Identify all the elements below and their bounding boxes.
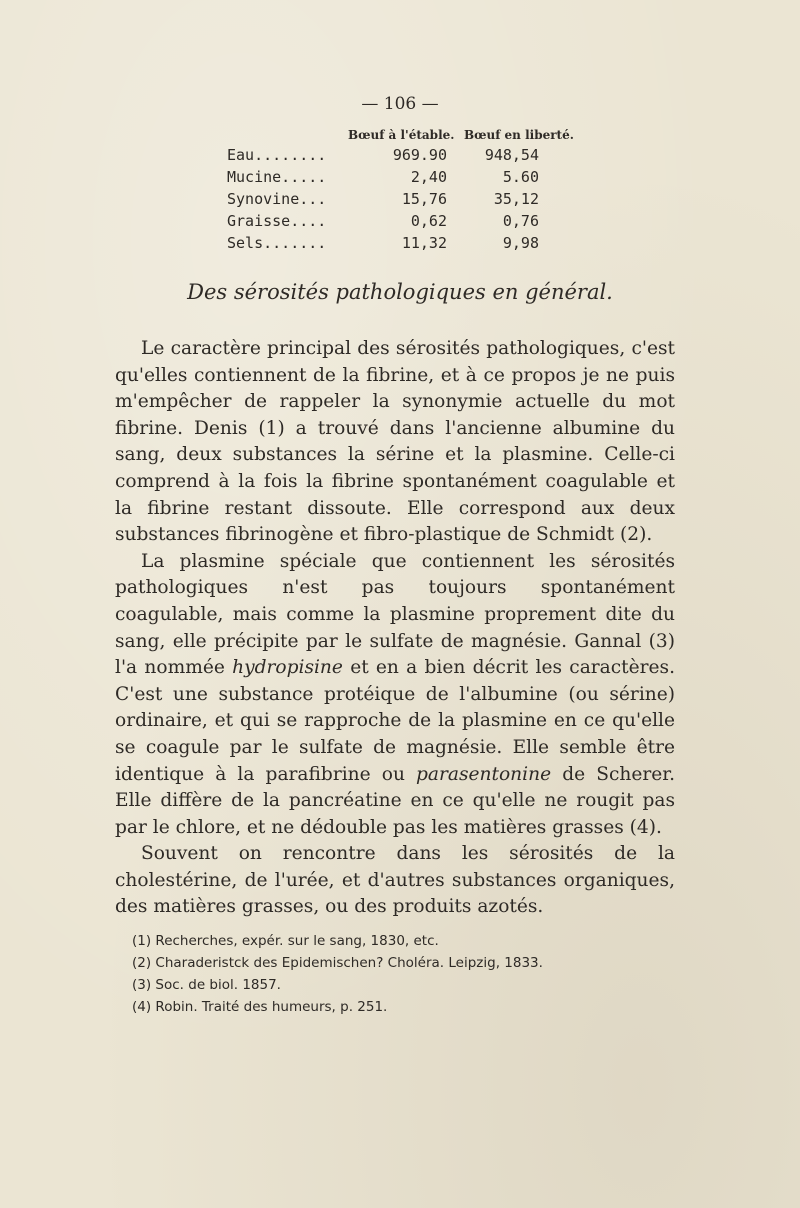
- footnote: (3) Soc. de biol. 1857.: [132, 977, 281, 993]
- body-text: [115, 336, 675, 921]
- paragraph-text: Le caractère principal des sérosités pathologiques, c'est qu'elles contiennent de la fibrine, et à ce propos je ne puis m'empêcher de rappeler la synonymie actuelle du mot fibrine. Denis (1) a trouvé dans l'ancienne albumine du sang, deux substances la sérine et la plasmine. Celle-ci comprend à la fois la fibrine spontanément coagulable et la fibrine restant dissoute. Elle correspond aux deux substances fibrinogène et fibro-plastique de Schmidt (2).: [115, 338, 675, 546]
- paragraph-text: et en a bien décrit les caractères. C'est une substance protéique de l'albumine (ou sérine) ordinaire, et qui se rapproche de la plasmine en ce qu'elle se coagule par le sulfate de magnésie. Elle semble être identique à la parafibrine ou: [115, 657, 675, 785]
- footnotes: [132, 930, 652, 1018]
- row-value-stable: 11,32: [401, 234, 447, 252]
- paragraph-text: de Scherer. Elle diffère de la pancréatine en ce qu'elle ne rougit pas par le chlore, et ne dédouble pas les matières grasses (4).: [115, 763, 675, 838]
- row-label: Eau........: [227, 146, 327, 164]
- row-value-liberty: 9,98: [502, 234, 539, 252]
- italic-term: parasentonine: [416, 763, 552, 785]
- row-value-stable: 15,76: [401, 190, 447, 208]
- table-row: [227, 190, 557, 212]
- paragraph: [115, 841, 675, 921]
- paragraph-text: Souvent on rencontre dans les sérosités de la cholestérine, de l'urée, et d'autres substances organiques, des matières grasses, ou des produits azotés.: [115, 843, 675, 918]
- row-value-liberty: 0,76: [502, 212, 539, 230]
- table-header-stable: Bœuf à l'étable.: [348, 128, 455, 142]
- footnote: (1) Recherches, expér. sur le sang, 1830, etc.: [132, 933, 439, 949]
- row-value-stable: 2,40: [410, 168, 447, 186]
- paragraph: [115, 549, 675, 842]
- row-value-liberty: 948,54: [484, 146, 539, 164]
- footnote: (2) Charaderistck des Epidemischen? Choléra. Leipzig, 1833.: [132, 955, 543, 971]
- table-row: [227, 146, 557, 168]
- footnote: (4) Robin. Traité des humeurs, p. 251.: [132, 999, 388, 1015]
- row-label: Synovine...: [227, 190, 327, 208]
- italic-term: hydropisine: [232, 657, 343, 679]
- table-row: [227, 212, 557, 234]
- table-row: [227, 234, 557, 256]
- section-title: Des sérosités pathologiques en général.: [187, 280, 613, 304]
- paragraph-text: La plasmine spéciale que contiennent les sérosités pathologiques n'est pas toujours spontanément coagulable, mais comme la plasmine proprement dite du sang, elle précipite par le sulfate de magnésie. Gannal (3) l'a nommée: [115, 550, 675, 679]
- row-value-liberty: 5.60: [502, 168, 539, 186]
- row-value-stable: 969.90: [392, 146, 447, 164]
- row-value-liberty: 35,12: [493, 190, 539, 208]
- row-value-stable: 0,62: [410, 212, 447, 230]
- paragraph: [115, 336, 675, 549]
- page-number: — 106 —: [361, 94, 439, 114]
- row-label: Graisse....: [227, 212, 327, 230]
- table-row: [227, 168, 557, 190]
- row-label: Mucine.....: [227, 168, 327, 186]
- table-header-liberty: Bœuf en liberté.: [464, 128, 574, 142]
- row-label: Sels.......: [227, 234, 327, 252]
